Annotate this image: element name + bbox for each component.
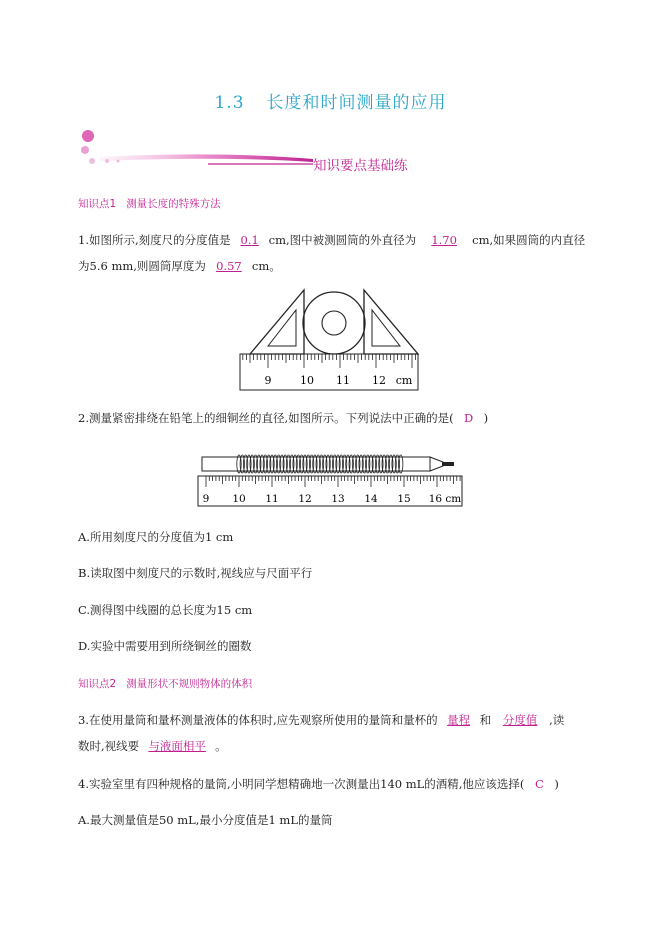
banner-title: 知识要点基础练 [313, 158, 408, 174]
q2-stem [78, 410, 488, 426]
ruler-label: 15 [397, 493, 411, 505]
q1-answer-2: 1.70 [431, 233, 457, 247]
ruler-label: 10 [300, 374, 314, 387]
q4-answer: C [535, 777, 544, 791]
q2-option-a: A.所用刻度尺的分度值为1 cm [78, 530, 234, 544]
q2-figure [196, 446, 466, 508]
ruler-unit: cm [395, 374, 413, 387]
q2-answer: D [464, 411, 474, 425]
kp-title: 测量形状不规则物体的体积 [126, 678, 253, 690]
q4-option-a: A.最大测量值是50 mL,最小分度值是1 mL的量筒 [78, 813, 333, 827]
q3-answer-2: 分度值 [502, 713, 538, 727]
ruler-label: 9 [202, 493, 210, 505]
coil-turn [399, 455, 403, 473]
tube-outer [303, 292, 365, 354]
ruler-label: 12 [372, 374, 386, 387]
ruler-label: 11 [336, 374, 350, 387]
q3-answer-3: 与液面相平 [148, 739, 206, 753]
kp-label: 知识点1 [78, 198, 117, 210]
q4-text: 4.实验室里有四种规格的量筒,小明同学想精确地一次测量出140 mL的酒精,他应该选择( [78, 777, 525, 791]
q1-answer-1: 0.1 [240, 233, 259, 247]
q1-figure [238, 286, 422, 392]
ruler-label: 14 [364, 493, 378, 505]
banner-dot-small [89, 158, 95, 164]
q1-line1 [78, 232, 585, 248]
page-title [0, 88, 661, 113]
q3-line2 [78, 738, 227, 754]
q1-text: cm。 [251, 259, 281, 273]
q4-stem [78, 776, 559, 792]
q1-line2 [78, 258, 281, 274]
ruler-label: 11 [265, 493, 279, 505]
q1-text: 为5.6 mm,则圆筒厚度为 [78, 259, 206, 273]
kp-label: 知识点2 [78, 678, 117, 690]
ruler-label: 9 [264, 374, 272, 387]
q2-text: ) [483, 411, 489, 425]
q2-option-d: D.实验中需要用到所绕铜丝的圈数 [78, 639, 252, 653]
pencil-lead [442, 462, 454, 466]
banner-dot-large [82, 130, 94, 142]
q4-text: ) [554, 777, 559, 791]
q2-option-b: B.读取图中刻度尺的示数时,视线应与尺面平行 [78, 566, 313, 580]
q1-text: cm,如果圆筒的内直径 [472, 233, 586, 247]
q3-text: ,读 [549, 713, 565, 727]
q1-text: cm,图中被测圆筒的外直径为 [268, 233, 417, 247]
section-number: 1.3 [214, 93, 245, 113]
ruler-label: 12 [298, 493, 312, 505]
section-title: 长度和时间测量的应用 [266, 93, 447, 113]
tube-inner [322, 311, 346, 335]
q2-text: 2.测量紧密排绕在铅笔上的细铜丝的直径,如图所示。下列说法中正确的是( [78, 411, 454, 425]
ruler-label: 10 [232, 493, 246, 505]
q3-text: 3.在使用量筒和量杯测量液体的体积时,应先观察所使用的量筒和量杯的 [78, 713, 438, 727]
q3-line1 [78, 712, 564, 728]
banner-swoosh [100, 154, 313, 162]
ruler-label: 16 cm [428, 493, 462, 505]
q3-answer-1: 量程 [447, 713, 471, 727]
q3-text: 。 [215, 739, 227, 753]
q1-answer-3: 0.57 [216, 259, 242, 273]
knowledge-point-1 [78, 196, 221, 211]
kp-title: 测量长度的特殊方法 [126, 198, 221, 210]
ruler-label: 13 [331, 493, 345, 505]
q2-option-c: C.测得图中线圈的总长度为15 cm [78, 603, 253, 617]
q3-text: 和 [479, 713, 492, 727]
knowledge-point-2 [78, 676, 252, 691]
banner-dot-medium [81, 146, 89, 154]
q3-text: 数时,视线要 [78, 739, 140, 753]
q1-text: 1.如图所示,刻度尺的分度值是 [78, 233, 231, 247]
